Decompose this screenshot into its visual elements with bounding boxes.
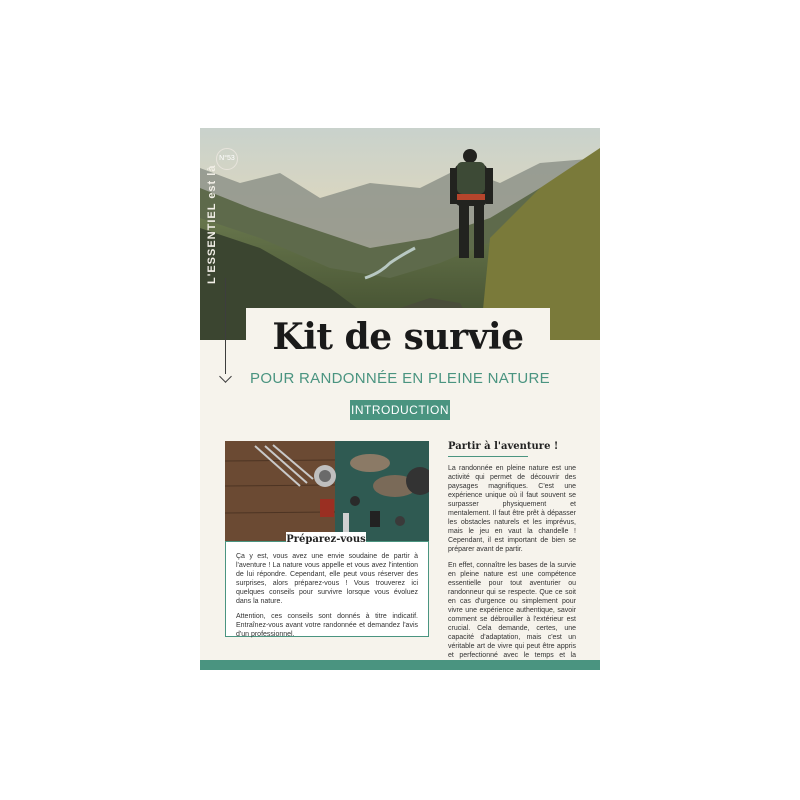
issue-number: N°53 (216, 148, 238, 170)
card-paragraph: Attention, ces conseils sont donnés à titre indicatif. Entraînez-vous avant votre randonnée et demandez l'avis d'un professionnel. (236, 613, 418, 638)
book-subtitle: POUR RANDONNÉE EN PLEINE NATURE (250, 370, 550, 387)
card-title: Préparez-vous (286, 532, 366, 548)
brand-strip (200, 128, 240, 388)
equipment-photo (225, 441, 429, 541)
brand-divider (225, 278, 226, 374)
book-cover (200, 128, 600, 670)
article-paragraph: En effet, connaître les bases de la survie en pleine nature est une compétence essentielle pour tout aventurier ou randonneur qui se respecte. Que ce soit en cas d'urgence ou simplement pour vivre une expérience authentique, savoir comment se débrouiller à l'extérieur est crucial. Cela demande, certes, une capacité d'adaptation, mais c'est un véritable art de vivre qui peut être appris et perfectionné avec le temps et la (448, 562, 576, 659)
article-paragraph: La randonnée en pleine nature est une activité qui permet de découvrir des paysages magnifiques. C'est une expérience unique où il faut souvent se surpasser physiquement et mentalement. Il faut être prêt à dépasser les obstacles naturels et les imprévus, mais le jeu en vaut la chandelle ! Cependant, il est important de bien se préparer avant de partir. (448, 465, 576, 553)
title-rule (448, 456, 528, 457)
footer-bar (200, 660, 600, 670)
article-title: Partir à l'aventure ! (448, 441, 559, 452)
title-box (246, 308, 550, 366)
card-paragraph: Ça y est, vous avez une envie soudaine de partir à l'aventure ! La nature vous appelle et vous avez l'intention de lui répondre. Cependant, elle peut vous réserver des surprises, alors préparez-vous ! Vous trouverez ici quelques conseils pour survivre lorsque vous évoluez dans la nature. (236, 553, 418, 605)
book-title: Kit de survie (272, 316, 524, 358)
article-column (448, 441, 576, 670)
brand-logo: L'ESSENTIEL est là (206, 164, 218, 284)
prepare-card (225, 534, 429, 638)
section-badge: INTRODUCTION (350, 400, 450, 420)
